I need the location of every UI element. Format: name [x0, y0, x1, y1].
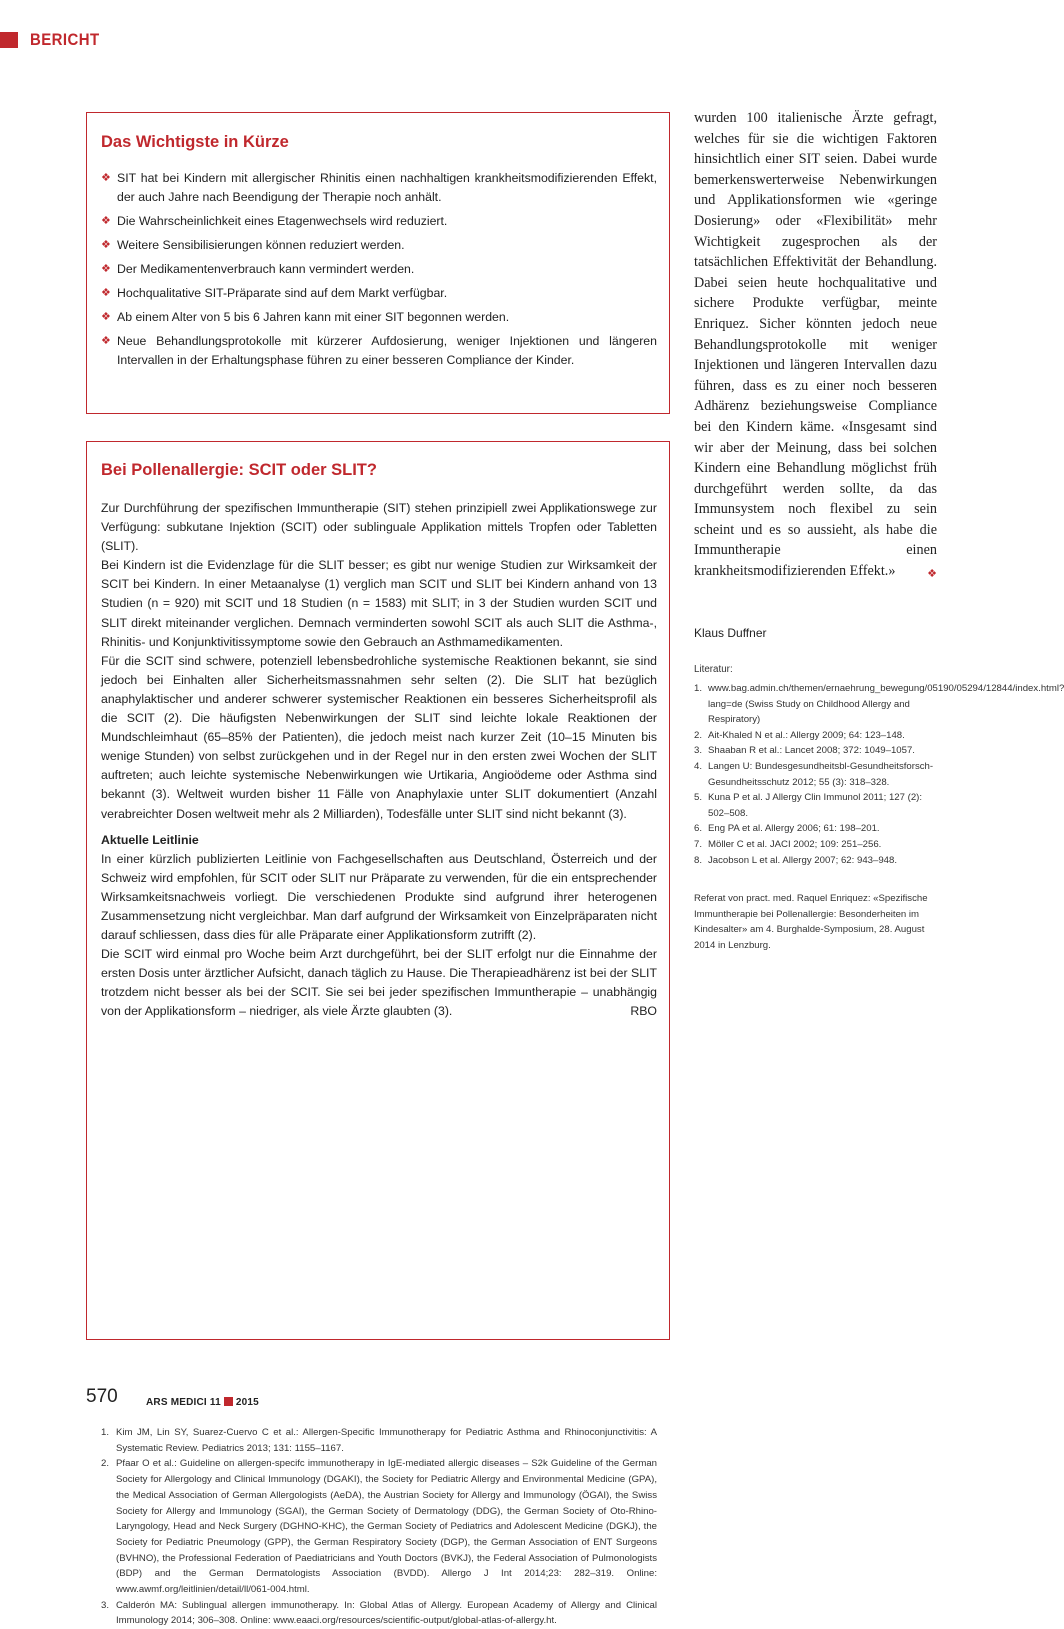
- literature-number: 3.: [694, 745, 703, 757]
- summary-item: [101, 212, 657, 231]
- literature-text: Shaaban R et al.: Lancet 2008; 372: 1049–1057.: [708, 745, 915, 757]
- diamond-bullet-icon: ❖: [101, 215, 111, 228]
- literature-text: Kuna P et al. J Allergy Clin Immunol 2011; 127 (2): 502–508.: [708, 792, 923, 819]
- literature-number: 1.: [694, 683, 703, 694]
- literature-number: 7.: [694, 838, 703, 850]
- section-label: BERICHT: [30, 30, 100, 49]
- summary-list: [101, 169, 657, 375]
- literature-item: [694, 853, 937, 869]
- pollen-reference-item: [101, 1456, 657, 1597]
- diamond-bullet-icon: ❖: [101, 310, 111, 323]
- literature-number: 2.: [694, 729, 703, 741]
- summary-item: [101, 260, 657, 279]
- literature-number: 6.: [694, 823, 703, 835]
- summary-item-text: SIT hat bei Kindern mit allergischer Rhinitis einen nachhaltigen krankheitsmodifizierenden Effekt, der auch Jahre nach Beendigung der Therapie noch anhält.: [117, 171, 657, 205]
- pollen-paragraph-4: In einer kürzlich publizierten Leitlinie von Fachgesellschaften aus Deutschland, Österreich und der Schweiz wird empfohlen, für SCIT oder SLIT nur Präparate zu verwenden, für die ein entsprechender Wirksamkeitsnachweis vorliegt. Die verschiedenen Produkte sind aufgrund ihrer heterogenen Zusammensetzung nicht vergleichbar. Man darf aufgrund der Wirksamkeit von Einzelpräparaten nicht darauf schliessen, dass dies für alle Präparate einer Applikationsform zutrifft (2).: [101, 851, 657, 943]
- summary-item-text: Neue Behandlungsprotokolle mit kürzerer Aufdosierung, weniger Injektionen und längeren Intervallen in der Erhaltungsphase führen zu einer besseren Compliance der Kinder.: [117, 333, 657, 367]
- literature-item: [694, 681, 1064, 728]
- summary-item: [101, 236, 657, 255]
- diamond-bullet-icon: ❖: [101, 239, 111, 252]
- literature-text: Langen U: Bundesgesundheitsbl-Gesundheitsforsch-Gesundheitsschutz 2012; 55 (3): 318–328.: [708, 760, 934, 788]
- article-author: Klaus Duffner: [694, 626, 767, 640]
- diamond-bullet-icon: ❖: [101, 172, 111, 184]
- referat-note: Referat von pract. med. Raquel Enriquez: «Spezifische Immuntherapie bei Pollenallergie: Besonderheiten im Kindesalter» am 4. Burghalde-Symposium, 28. August 2014 in Lenzburg.: [694, 893, 928, 951]
- pollen-reference-item: [101, 1598, 657, 1629]
- pollen-reference-text: Pfaar O et al.: Guideline on allergen-specifc immunotherapy in IgE-mediated allergic diseases – S2k Guideline of the German Society for Allergology and Clinical Immunology (DGAKI), the Society for Pediatric Allergy and Environmental Medicine (GPA), the Medical Association of German Allergologists (AeDA), the Austrian Society for Allergy and Immunology (ÖGAI), the Swiss Society for Allergy and Immunology (SGAI), the German Society of Dermatology (DDG), the German Society of Oto-Rhino-Laryngology, Head and Neck Surgery (DGHNO-KHC), the German Society of Pediatrics and Adolescent Medicine (DGKJ), the Society for Pediatric Pneumology (GPP), the German Respiratory Society (DGP), the German Association of ENT Surgeons (BVHNO), the Professional Federation of Paediatricians and Youth Doctors (BVKJ), the Federal Association of Pulmonologists (BDP) and the German Dermatologists Association (BVDD). Allergo J Int 2014;23: 282–319. Online: www.awmf.org/leitlinien/detail/ll/061-004.html.: [116, 1458, 657, 1596]
- pollen-reference-number: 3.: [101, 1599, 110, 1611]
- diamond-bullet-icon: ❖: [101, 334, 111, 347]
- summary-item-text: Die Wahrscheinlichkeit eines Etagenwechsels wird reduziert.: [117, 214, 448, 229]
- journal-year: 2015: [235, 1397, 259, 1408]
- pollen-reference-text: Calderón MA: Sublingual allergen immunotherapy. In: Global Atlas of Allergy. European Academy of Allergy and Clinical Immunology 2014; 306–308. Online: www.eaaci.org/resources/scientific-output/global-atlas-of-allergy.ht.: [116, 1599, 657, 1627]
- literature-label: Literatur:: [694, 664, 733, 675]
- pollen-body: [101, 499, 657, 1022]
- literature-item: [694, 790, 937, 821]
- summary-box: [86, 112, 670, 414]
- pollen-reference-text: Kim JM, Lin SY, Suarez-Cuervo C et al.: Allergen-Specific Immunotherapy for Pediatric Asthma and Rhinoconjunctivitis: A Systematic Review. Pediatrics 2013; 131: 1155–1167.: [116, 1427, 657, 1454]
- literature-text: Jacobson L et al. Allergy 2007; 62: 943–948.: [708, 854, 897, 866]
- journal-name: ARS MEDICI 11: [146, 1397, 221, 1408]
- literature-text: Möller C et al. JACI 2002; 109: 251–256.: [708, 838, 882, 850]
- pollen-reference-number: 2.: [101, 1458, 110, 1470]
- article-body: [694, 108, 937, 585]
- summary-item-text: Weitere Sensibilisierungen können reduziert werden.: [117, 238, 405, 253]
- literature-number: 5.: [694, 792, 703, 804]
- footer-journal: [146, 1397, 259, 1408]
- diamond-bullet-icon: ❖: [101, 286, 111, 299]
- summary-item-text: Der Medikamentenverbrauch kann vermindert werden.: [117, 261, 415, 276]
- page-number: 570: [86, 1386, 118, 1407]
- summary-item: [101, 284, 657, 303]
- literature-item: [694, 759, 937, 790]
- pollen-paragraph-1: Zur Durchführung der spezifischen Immuntherapie (SIT) stehen prinzipiell zwei Applikationswege zur Verfügung: subkutane Injektion (SCIT) oder sublinguale Applikation mittels Tropfen oder Tabletten (SLIT).: [101, 501, 657, 554]
- literature-text: Eng PA et al. Allergy 2006; 61: 198–201.: [708, 823, 880, 835]
- literature-item: [694, 728, 937, 744]
- literature-item: [694, 821, 937, 837]
- literature-number: 4.: [694, 760, 703, 772]
- header-accent-bar: [0, 32, 18, 48]
- summary-item: [101, 308, 657, 327]
- footer-square-icon: [224, 1397, 233, 1406]
- summary-item: [101, 332, 657, 371]
- pollen-references: [101, 1425, 657, 1629]
- literature-list: [694, 681, 1064, 868]
- summary-title: Das Wichtigste in Kürze: [101, 133, 289, 151]
- end-diamond-icon: ❖: [927, 568, 937, 581]
- literature-text: www.bag.admin.ch/themen/ernaehrung_bewegung/05190/05294/12844/index.html?lang=de (Swiss Study on Childhood Allergy and Respiratory): [708, 683, 1064, 726]
- summary-item-text: Hochqualitative SIT-Präparate sind auf dem Markt verfügbar.: [117, 285, 448, 300]
- diamond-bullet-icon: ❖: [101, 262, 111, 275]
- pollen-paragraph-3: Für die SCIT sind schwere, potenziell lebensbedrohliche systemische Reaktionen bekannt, sie sind jedoch bei Einhalten aller Sicherheitsmassnahmen sehr selten (2). Die SLIT hat bezüglich anaphylaktischer und anderer schwerer systemischer Reaktionen ein besseres Sicherheitsprofil als die SCIT (2). Die häufigsten Nebenwirkungen der SLIT sind leichte lokale Reaktionen der Mundschleimhaut (65–85% der Patienten), die jedoch meist nach kurzer Zeit (10–15 Minuten bis wenige Stunden) von selbst zurückgehen und in der Regel nur in den ersten zwei Wochen der SLIT auftreten; auch leichte systemische Nebenwirkungen wie Urtikaria, Angioödeme oder Asthma sind bekannt (3). Weltweit wurden bisher 11 Fälle von Anaphylaxie unter SLIT dokumentiert (Anzahl verabreichter Dosen weltweit mehr als 2 Milliarden), Todesfälle unter SLIT sind nicht bekannt (3).: [101, 653, 657, 821]
- article-body-text: wurden 100 italienische Ärzte gefragt, welches für sie die wichtigen Faktoren hinsichtlich einer SIT seien. Dabei wurde bemerkenswerterweise Nebenwirkungen und Applikationsformen wie «geringe Dosierung» oder «Flexibilität» mehr Wichtigkeit zugesprochen als der tatsächlichen Effektivität der Behandlung. Dabei seien heute hochqualitative und sichere Produkte verfügbar, meinte Enriquez. Sicher könnten jedoch neue Behandlungsprotokolle mit weniger Injektionen und längeren Intervallen dazu führen, dass es zu einer noch besseren Adhärenz beziehungsweise Compliance bei den Kindern käme. «Insgesamt sind wir aber der Meinung, dass bei solchen Kindern eine Behandlung möglichst früh durchgeführt werden sollte, da das Immunsystem noch flexibel zu sein scheint und es so aussieht, als habe die Immuntherapie einen krankheitsmodifizierenden Effekt.»: [694, 110, 937, 580]
- summary-item: [101, 169, 657, 208]
- pollen-paragraph-2: Bei Kindern ist die Evidenzlage für die SLIT besser; es gibt nur wenige Studien zur Wirksamkeit der SCIT bei Kindern. In einer Metaanalyse (1) verglich man SCIT und SLIT bei Kindern anhand von 13 Studien (n = 920) mit SCIT und 18 Studien (n = 1583) mit SLIT; in 3 der Studien wurden SCIT und SLIT direkt miteinander verglichen. Demnach verminderten sowohl SCIT als auch SLIT die Asthma-, Rhinitis- und Konjunktivitissymptome sowie den Gebrauch an Asthmamedikamenten.: [101, 558, 657, 649]
- literature-number: 8.: [694, 854, 703, 866]
- author-signature: RBO: [630, 1004, 657, 1019]
- pollen-paragraph-5-text: Die SCIT wird einmal pro Woche beim Arzt durchgeführt, bei der SLIT erfolgt nur die Einnahme der ersten Dosis unter ärztlicher Aufsicht, danach täglich zu Hause. Die Therapieadhärenz ist bei der SLIT trotzdem nicht besser als bei der SCIT. Sie sei bei jeder spezifischen Immuntherapie – unabhängig von der Applikationsform – niedriger, als viele Ärzte glaubten (3).: [101, 947, 657, 1019]
- pollen-paragraph-5: [101, 945, 657, 1021]
- summary-item-text: Ab einem Alter von 5 bis 6 Jahren kann mit einer SIT begonnen werden.: [117, 309, 510, 324]
- literature-text: Ait-Khaled N et al.: Allergy 2009; 64: 123–148.: [708, 729, 905, 741]
- pollen-title: Bei Pollenallergie: SCIT oder SLIT?: [101, 461, 377, 479]
- pollen-reference-number: 1.: [101, 1427, 110, 1438]
- guideline-subheading: Aktuelle Leitlinie: [101, 832, 199, 847]
- literature-item: [694, 837, 937, 853]
- literature-item: [694, 743, 937, 759]
- pollen-reference-item: [101, 1425, 657, 1456]
